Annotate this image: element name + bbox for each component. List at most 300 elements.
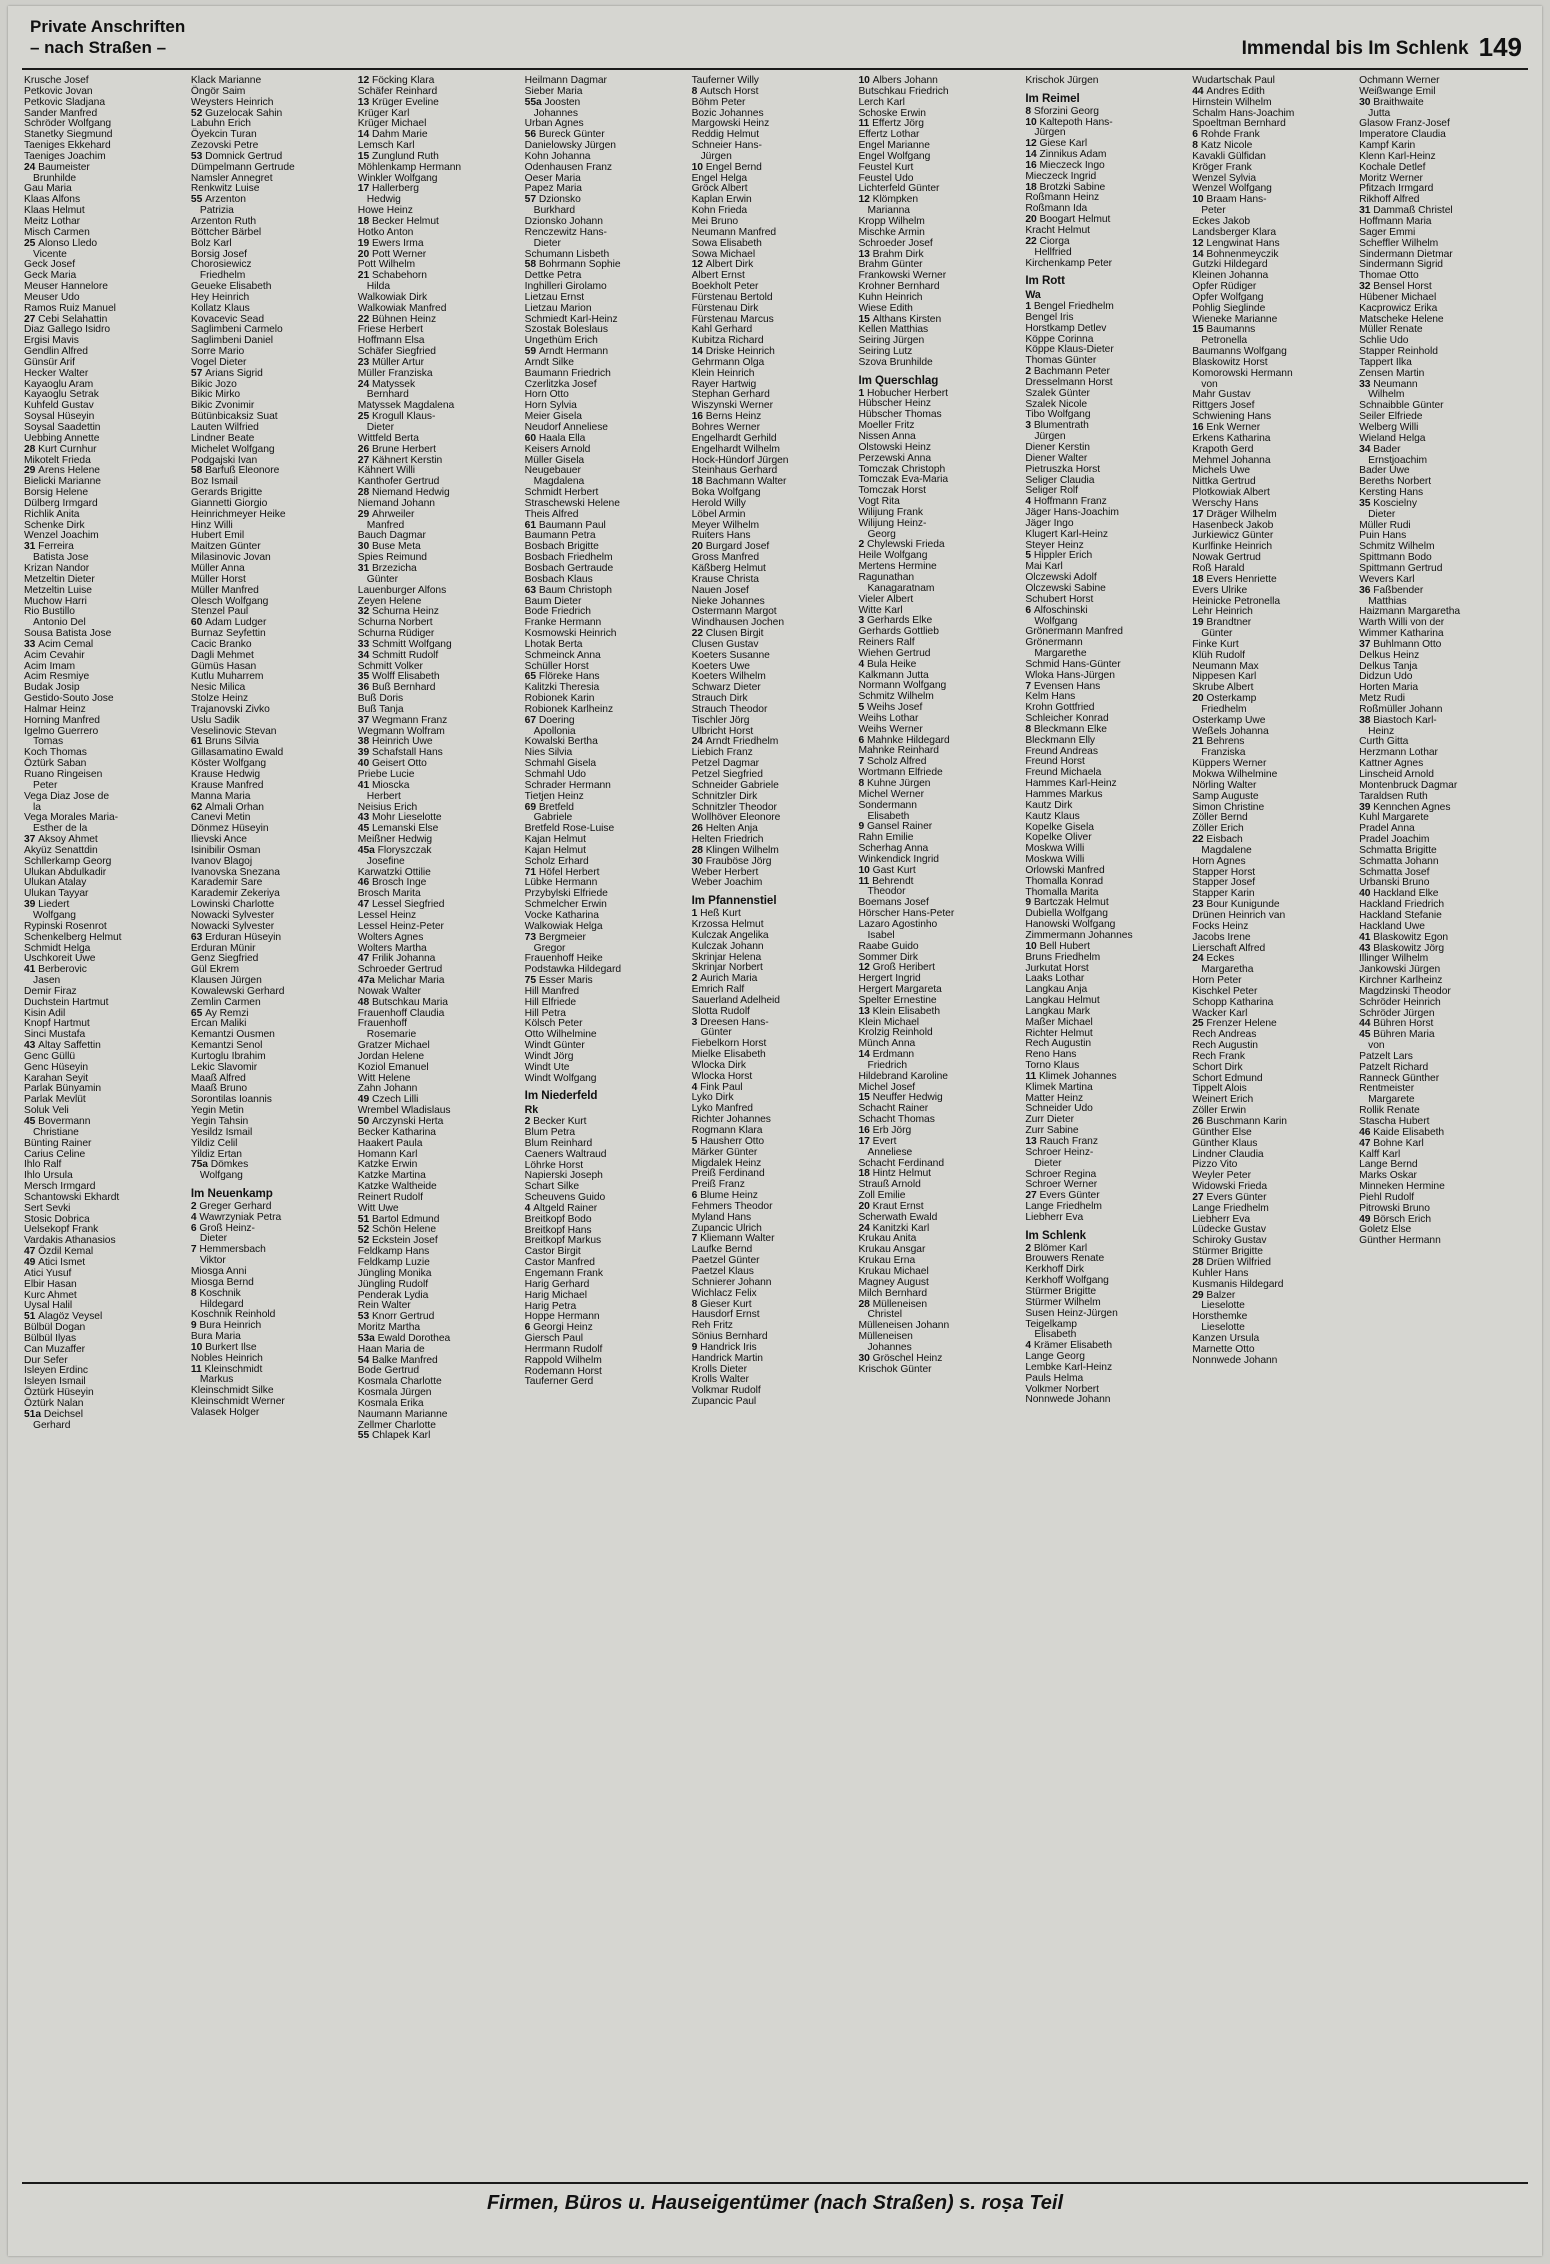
house-number: 4 bbox=[858, 658, 867, 670]
entry-line: 16 Berns Heinz bbox=[691, 411, 762, 423]
entry-line: Rech Andreas bbox=[1192, 1029, 1257, 1041]
entry-line: Horten Maria bbox=[1359, 682, 1419, 694]
entry-line: Schubert Horst bbox=[1025, 593, 1094, 605]
house-number: 45 bbox=[24, 1116, 39, 1127]
entry-line: Lange Bernd bbox=[1359, 1159, 1418, 1171]
entry-line: Roßmann Heinz bbox=[1025, 192, 1100, 204]
entry-line: Kelm Hans bbox=[1025, 691, 1076, 703]
entry-line: Mehmel Johanna bbox=[1192, 454, 1271, 466]
entry-continuation: Dieter bbox=[533, 237, 561, 249]
entry-line: 15 Baumanns bbox=[1192, 324, 1256, 336]
entry-line: Halmar Heinz bbox=[24, 703, 86, 715]
entry-line: 13 Klein Elisabeth bbox=[858, 1005, 940, 1017]
house-number: 12 bbox=[691, 259, 706, 271]
entry-line: Hill Manfred bbox=[524, 985, 580, 997]
entry-line: Frauenhoff Claudia bbox=[357, 1007, 445, 1019]
house-number: 15 bbox=[1192, 324, 1207, 336]
entry-line: Walkowiak Helga bbox=[524, 920, 603, 932]
entry-line: Magney August bbox=[858, 1276, 929, 1288]
entry-line: Glasow Franz-Josef bbox=[1359, 118, 1450, 130]
entry-line: 47 Özdil Kemal bbox=[24, 1246, 94, 1258]
house-number: 43 bbox=[357, 812, 372, 824]
house-number: 24 bbox=[691, 736, 706, 748]
footer-note: Firmen, Büros u. Hauseigentümer (nach Straßen) s. roṣa Teil bbox=[486, 2192, 1064, 2214]
entry-line: Ihlo Ursula bbox=[24, 1170, 73, 1182]
entry-line: Kahl Gerhard bbox=[691, 324, 753, 336]
entry-line: 17 Hallerberg bbox=[357, 183, 419, 195]
entry-line: 50 Arczynski Herta bbox=[357, 1116, 444, 1127]
header-range-and-page bbox=[1242, 32, 1522, 63]
entry-line: Kohn Johanna bbox=[524, 150, 591, 162]
entry-line: Neumann Max bbox=[1192, 660, 1259, 672]
house-number: 50 bbox=[357, 1116, 372, 1127]
entry-line: Wiese Edith bbox=[858, 302, 913, 314]
entry-line: Komorowski Hermann bbox=[1192, 367, 1293, 379]
entry-line: Warth Willi von der bbox=[1359, 617, 1445, 629]
house-number: 23 bbox=[1192, 899, 1207, 911]
entry-line: 2 Becker Kurt bbox=[524, 1116, 587, 1128]
entry-line: Windt Wolfgang bbox=[524, 1072, 597, 1084]
entry-line: Hackland Uwe bbox=[1359, 920, 1425, 932]
entry-line: 45 Lemanski Else bbox=[357, 823, 439, 835]
entry-line: Günther Else bbox=[1192, 1126, 1252, 1138]
entry-line: Klaas Alfons bbox=[24, 194, 81, 206]
entry-line: Maaß Bruno bbox=[190, 1083, 248, 1095]
entry-line: Kanzen Ursula bbox=[1192, 1332, 1260, 1344]
entry-line: Engel Wolfgang bbox=[858, 150, 931, 162]
entry-continuation: von bbox=[1368, 1040, 1385, 1052]
entry-continuation: Wilhelm bbox=[1368, 389, 1405, 401]
entry-line: Reinert Rudolf bbox=[357, 1191, 423, 1203]
entry-line: Illinger Wilhelm bbox=[1359, 953, 1429, 965]
house-number: 51 bbox=[24, 1311, 39, 1323]
entry-continuation: Johannes bbox=[533, 107, 578, 119]
entry-line: 12 Klömpken bbox=[858, 194, 919, 206]
entry-line: Schneider Udo bbox=[1025, 1103, 1093, 1115]
entry-line: 14 Erdmann bbox=[858, 1049, 915, 1061]
house-number: 22 bbox=[357, 313, 372, 325]
entry-line: 32 Bensel Horst bbox=[1359, 281, 1432, 293]
entry-line: 23 Müller Artur bbox=[357, 356, 424, 368]
house-number: 18 bbox=[858, 1168, 873, 1180]
entry-continuation: Burkhard bbox=[533, 205, 576, 217]
entry-line: Soysal Hüseyin bbox=[24, 411, 95, 423]
house-number: 43 bbox=[1359, 942, 1374, 954]
entry-line: Gestido-Souto Jose bbox=[24, 693, 114, 705]
entry-line: Horn Peter bbox=[1192, 975, 1242, 987]
entry-line: 4 Bula Heike bbox=[858, 658, 917, 670]
house-number: 4 bbox=[1025, 1340, 1034, 1352]
entry-line: Milch Bernhard bbox=[858, 1287, 928, 1299]
house-number: 20 bbox=[858, 1200, 873, 1212]
entry-continuation: Anneliese bbox=[867, 1146, 913, 1158]
entry-line: Ulukan Tayyar bbox=[24, 888, 89, 900]
entry-line: 52 Guzelocak Sahin bbox=[190, 107, 283, 119]
house-number: 67 bbox=[524, 714, 539, 726]
entry-line: Franke Hermann bbox=[524, 617, 602, 629]
entry-line: Matyssek Magdalena bbox=[357, 400, 455, 412]
entry-line: Köppe Corinna bbox=[1025, 333, 1094, 345]
entry-line: Schnitzler Theodor bbox=[691, 801, 777, 813]
entry-line: Grönermann bbox=[1025, 637, 1083, 649]
entry-line: Michel Werner bbox=[858, 788, 924, 800]
entry-line: 27 Kähnert Kerstin bbox=[357, 454, 443, 466]
entry-line: Witt Helene bbox=[357, 1072, 411, 1084]
house-number: 34 bbox=[1359, 443, 1374, 455]
entry-line: Odenhausen Franz bbox=[524, 161, 613, 173]
entry-line: Genc Hüseyin bbox=[24, 1061, 89, 1073]
entry-line: Hackland Friedrich bbox=[1359, 899, 1445, 911]
entry-line: Yegin Tahsin bbox=[190, 1116, 249, 1127]
entry-line: Dzionsko Johann bbox=[524, 215, 603, 227]
entry-line: Montenbruck Dagmar bbox=[1359, 779, 1458, 791]
entry-line: Elbir Hasan bbox=[24, 1278, 77, 1290]
entry-line: Paetzel Günter bbox=[691, 1255, 760, 1267]
entry-line: Burnaz Seyfettin bbox=[190, 628, 266, 640]
entry-line: Tappert Ilka bbox=[1359, 356, 1412, 368]
entry-line: 28 Klingen Wilhelm bbox=[691, 844, 779, 856]
entry-line: Isleyen Erdinc bbox=[24, 1365, 88, 1377]
entry-continuation: Johannes bbox=[867, 1341, 912, 1353]
entry-line: Gross Manfred bbox=[691, 552, 760, 564]
entry-line: Bosbach Klaus bbox=[524, 573, 593, 585]
entry-line: Wenzel Joachim bbox=[24, 530, 99, 542]
entry-line: Krüger Karl bbox=[357, 107, 410, 119]
entry-line: Käßberg Helmut bbox=[691, 562, 766, 574]
entry-line: 33 Schmitt Wolfgang bbox=[357, 638, 452, 650]
house-number: 24 bbox=[24, 161, 39, 173]
entry-line: 43 Blaskowitz Jörg bbox=[1359, 942, 1445, 954]
entry-line: 12 Föcking Klara bbox=[357, 75, 435, 86]
entry-line: Schmidt Herbert bbox=[524, 487, 599, 499]
entry-line: Krzossa Helmut bbox=[691, 918, 764, 930]
district-abbreviation: Rk bbox=[524, 1104, 539, 1117]
house-number: 24 bbox=[1192, 953, 1207, 965]
house-number: 39 bbox=[357, 747, 372, 759]
entry-line: Przybylski Elfriede bbox=[524, 888, 608, 900]
entry-continuation: Friedhelm bbox=[1201, 703, 1247, 715]
house-number: 32 bbox=[357, 606, 372, 618]
house-number: 9 bbox=[691, 1341, 701, 1353]
entry-line: 20 Boogart Helmut bbox=[1025, 214, 1111, 226]
entry-line: Saglimbeni Carmelo bbox=[190, 324, 283, 336]
entry-line: Klein Michael bbox=[858, 1016, 920, 1028]
house-number: 61 bbox=[190, 736, 206, 748]
entry-line: Sager Emmi bbox=[1359, 226, 1416, 238]
house-number: 60 bbox=[190, 617, 206, 629]
entry-line: Schopp Katharina bbox=[1192, 996, 1274, 1008]
entry-line: 28 Niemand Hedwig bbox=[357, 487, 450, 499]
entry-line: Fiebelkorn Horst bbox=[691, 1038, 767, 1050]
entry-line: Schneider Gabriele bbox=[691, 779, 779, 791]
entry-line: Kayaoglu Aram bbox=[24, 378, 94, 390]
entry-line: Katzke Erwin bbox=[357, 1159, 418, 1171]
entry-line: Horn Sylvia bbox=[524, 400, 577, 412]
entry-line: Maitzen Günter bbox=[190, 541, 261, 553]
entry-line: Kosmala Charlotte bbox=[357, 1376, 442, 1388]
entry-line: Uebbing Annette bbox=[24, 432, 100, 444]
entry-line: Delkus Tanja bbox=[1359, 660, 1418, 672]
entry-continuation: Günter bbox=[1201, 628, 1233, 640]
entry-line: Schröder Jürgen bbox=[1359, 1007, 1435, 1019]
entry-line: Freund Michaela bbox=[1025, 767, 1102, 779]
entry-line: Strauch Theodor bbox=[691, 703, 768, 715]
house-number: 17 bbox=[1192, 508, 1207, 520]
entry-line: Arndt Silke bbox=[524, 356, 574, 368]
entry-continuation: Antonio Del bbox=[33, 617, 86, 629]
entry-line: Lerch Karl bbox=[858, 96, 905, 108]
entry-line: Scheffler Wilhelm bbox=[1359, 237, 1439, 249]
entry-line: Heinicke Petronella bbox=[1192, 595, 1280, 607]
entry-line: Opfer Wolfgang bbox=[1192, 291, 1264, 303]
entry-line: Spoeltman Bernhard bbox=[1192, 118, 1286, 130]
entry-line: Lekic Slavomir bbox=[190, 1061, 258, 1073]
entry-line: Günther Klaus bbox=[1192, 1137, 1258, 1149]
entry-line: 47a Melichar Maria bbox=[357, 975, 445, 987]
entry-line: Finke Kurt bbox=[1192, 638, 1239, 650]
entry-line: Schart Silke bbox=[524, 1181, 580, 1193]
entry-continuation: Wolfgang bbox=[33, 909, 76, 921]
entry-line: Reiners Ralf bbox=[858, 637, 915, 649]
house-number: 44 bbox=[1359, 1018, 1374, 1030]
entry-line: Preiß Ferdinand bbox=[691, 1168, 765, 1180]
house-number: 49 bbox=[357, 1094, 372, 1106]
entry-line: Hotko Anton bbox=[357, 226, 414, 238]
entry-line: Kattner Agnes bbox=[1359, 758, 1424, 770]
entry-line: Focks Heinz bbox=[1192, 920, 1249, 932]
entry-continuation: Lieselotte bbox=[1201, 1322, 1245, 1334]
entry-line: Dümpelmann Gertrude bbox=[190, 161, 295, 173]
entry-line: Moritz Werner bbox=[1359, 172, 1423, 184]
entry-line: Weinert Erich bbox=[1192, 1094, 1254, 1106]
entry-line: Igelmo Guerrero bbox=[24, 725, 99, 737]
house-number: 44 bbox=[1192, 85, 1207, 97]
house-number: 29 bbox=[24, 465, 39, 477]
house-number: 8 bbox=[1192, 140, 1201, 152]
entry-continuation: Gerhard bbox=[33, 1419, 71, 1431]
house-number: 25 bbox=[24, 237, 39, 249]
entry-line: Napierski Joseph bbox=[524, 1170, 603, 1182]
entry-line: Wudartschak Paul bbox=[1192, 75, 1275, 86]
entry-line: 3 Dreesen Hans- bbox=[691, 1016, 769, 1028]
entry-line: Lyko Manfred bbox=[691, 1103, 753, 1115]
entry-line: 54 Balke Manfred bbox=[357, 1354, 438, 1366]
house-number: 8 bbox=[691, 1298, 701, 1310]
entry-line: 65 Ay Remzi bbox=[190, 1007, 249, 1019]
entry-line: Zeyen Helene bbox=[357, 595, 422, 607]
entry-line: Lauten Wilfried bbox=[190, 422, 259, 433]
entry-line: Danielowsky Jürgen bbox=[524, 140, 616, 152]
entry-line: Kurtoglu Ibrahim bbox=[190, 1050, 266, 1062]
house-number: 47 bbox=[357, 899, 372, 911]
entry-line: Blum Petra bbox=[524, 1127, 576, 1138]
entry-line: Albert Ernst bbox=[691, 270, 745, 282]
entry-line: Pauls Helma bbox=[1025, 1372, 1084, 1384]
entry-line: Evers Ulrike bbox=[1192, 584, 1248, 596]
entry-line: Schort Dirk bbox=[1192, 1061, 1243, 1073]
entry-line: 8 Gieser Kurt bbox=[691, 1298, 752, 1310]
house-number: 12 bbox=[1192, 237, 1207, 249]
house-number: 31 bbox=[1359, 205, 1374, 217]
entry-line: Öztürk Hüseyin bbox=[24, 1387, 94, 1399]
entry-line: Miosga Anni bbox=[190, 1265, 247, 1277]
entry-line: Bolz Karl bbox=[190, 237, 232, 249]
entry-line: Gül Ekrem bbox=[190, 964, 240, 976]
entry-line: Schwiening Hans bbox=[1192, 411, 1272, 423]
entry-line: Renczewitz Hans- bbox=[524, 226, 607, 238]
entry-line: Jurkiewicz Günter bbox=[1192, 530, 1274, 542]
entry-line: Müller Renate bbox=[1359, 324, 1423, 336]
entry-line: Namsler Annegret bbox=[190, 172, 273, 184]
entry-line: 55a Joosten bbox=[524, 96, 581, 108]
entry-line: Stürmer Wilhelm bbox=[1025, 1296, 1101, 1308]
entry-line: Bohres Werner bbox=[691, 422, 760, 433]
entry-line: Heile Wolfgang bbox=[858, 550, 928, 562]
house-number: 41 bbox=[24, 964, 39, 976]
entry-line: Rech Augustin bbox=[1192, 1040, 1258, 1052]
entry-line: Schäfer Reinhard bbox=[357, 85, 438, 97]
entry-line: Wiszynski Werner bbox=[691, 400, 773, 412]
house-number: 45 bbox=[357, 823, 372, 835]
entry-line: 58 Bohrmann Sophie bbox=[524, 259, 621, 271]
entry-line: Reddig Helmut bbox=[691, 129, 760, 141]
entry-line: 53 Knorr Gertrud bbox=[357, 1311, 435, 1323]
entry-line: 33 Acim Cemal bbox=[24, 638, 94, 650]
house-number: 2 bbox=[190, 1200, 200, 1212]
entry-line: Veselinovic Stevan bbox=[190, 725, 277, 737]
entry-line: Scherwath Ewald bbox=[858, 1211, 938, 1223]
entry-line: Klugert Karl-Heinz bbox=[1025, 528, 1108, 540]
entry-line: Ulukan Atalay bbox=[24, 877, 87, 889]
entry-line: Krukau Ansgar bbox=[858, 1244, 926, 1256]
entry-line: Genz Siegfried bbox=[190, 953, 259, 965]
house-number: 12 bbox=[858, 194, 873, 206]
entry-line: Isleyen Ismail bbox=[24, 1376, 86, 1388]
entry-line: Sindermann Dietmar bbox=[1359, 248, 1453, 260]
house-number: 3 bbox=[1025, 420, 1034, 432]
entry-line: Misch Carmen bbox=[24, 226, 90, 238]
entry-line: 18 Brotzki Sabine bbox=[1025, 181, 1106, 193]
entry-line: Moskwa Willi bbox=[1025, 843, 1085, 855]
entry-line: Opfer Rüdiger bbox=[1192, 281, 1257, 293]
entry-line: Schroer Heinz- bbox=[1025, 1146, 1094, 1158]
house-number: 55 bbox=[357, 1430, 372, 1442]
entry-line: Rappold Wilhelm bbox=[524, 1354, 602, 1366]
entry-line: Möhlenkamp Hermann bbox=[357, 161, 462, 173]
entry-line: 69 Bretfeld bbox=[524, 801, 574, 813]
entry-line: Raabe Guido bbox=[858, 940, 919, 952]
entry-line: Nesic Milica bbox=[190, 682, 246, 694]
house-number: 55a bbox=[524, 96, 545, 108]
street-heading: Im Niederfeld bbox=[524, 1089, 598, 1103]
entry-line: Kerkhoff Wolfgang bbox=[1025, 1275, 1109, 1287]
entry-line: Nieke Johannes bbox=[691, 595, 765, 607]
entry-line: 24 Arndt Friedhelm bbox=[691, 736, 779, 748]
entry-line: Matscheke Helene bbox=[1359, 313, 1444, 325]
entry-continuation: Elisabeth bbox=[867, 810, 910, 822]
entry-line: Langkau Anja bbox=[1025, 984, 1088, 996]
entry-line: 31 Ferreira bbox=[24, 541, 74, 553]
entry-line: 18 Evers Henriette bbox=[1192, 573, 1277, 585]
entry-continuation: Margarethe bbox=[1034, 648, 1087, 660]
house-number: 10 bbox=[190, 1341, 206, 1353]
entry-line: Hasenbeck Jakob bbox=[1192, 519, 1274, 531]
entry-line: Bosbach Friedhelm bbox=[524, 552, 613, 564]
directory-column bbox=[692, 76, 859, 2176]
entry-line: Budak Josip bbox=[24, 682, 80, 694]
entry-line: 14 Bohnenmeyczik bbox=[1192, 248, 1279, 260]
entry-line: 46 Kaide Elisabeth bbox=[1359, 1126, 1445, 1138]
entry-line: 36 Buß Bernhard bbox=[357, 682, 436, 694]
entry-line: Kersting Hans bbox=[1359, 487, 1424, 499]
entry-line: Meitz Lothar bbox=[24, 215, 81, 227]
entry-line: Wrembel Wladislaus bbox=[357, 1105, 451, 1117]
entry-line: Weyler Peter bbox=[1192, 1170, 1251, 1182]
entry-line: Kampf Karin bbox=[1359, 140, 1416, 152]
entry-line: 14 Driske Heinrich bbox=[691, 346, 775, 358]
entry-line: 41 Mioscka bbox=[357, 779, 410, 791]
entry-line: Kulczak Johann bbox=[691, 940, 764, 952]
entry-line: Hildebrand Karoline bbox=[858, 1070, 948, 1082]
directory-sheet bbox=[8, 6, 1542, 2256]
entry-line: Schiroky Gustav bbox=[1192, 1235, 1267, 1247]
entry-line: Petkovic Sladjana bbox=[24, 96, 106, 108]
house-number: 73 bbox=[524, 931, 539, 943]
entry-line: Metzeltin Luise bbox=[24, 584, 92, 596]
house-number: 22 bbox=[1192, 834, 1207, 846]
entry-line: Lange Friedhelm bbox=[1192, 1202, 1269, 1214]
entry-line: Schroeder Gertrud bbox=[357, 964, 443, 976]
entry-line: Kautz Dirk bbox=[1025, 799, 1073, 811]
house-number: 14 bbox=[691, 346, 706, 358]
entry-line: Frauenhoff bbox=[357, 1018, 407, 1030]
house-number: 4 bbox=[524, 1202, 534, 1214]
entry-line: Hammes Karl-Heinz bbox=[1025, 778, 1117, 790]
entry-line: Olesch Wolfgang bbox=[190, 595, 269, 607]
street-heading: Im Querschlag bbox=[858, 373, 939, 387]
entry-line: 15 Althans Kirsten bbox=[858, 313, 942, 325]
entry-line: 20 Pott Werner bbox=[357, 248, 427, 260]
entry-line: Ulukan Abdulkadir bbox=[24, 866, 107, 878]
house-number: 6 bbox=[858, 734, 867, 746]
entry-line: Baumanns Wolfgang bbox=[1192, 346, 1287, 358]
entry-line: Wieneke Marianne bbox=[1192, 313, 1278, 325]
entry-line: Buß Doris bbox=[357, 693, 404, 705]
entry-line: Wieland Helga bbox=[1359, 432, 1426, 444]
entry-line: Kröger Frank bbox=[1192, 161, 1252, 173]
entry-line: Wilijung Heinz- bbox=[858, 517, 927, 529]
entry-line: 8 Kuhne Jürgen bbox=[858, 778, 931, 789]
house-number: 16 bbox=[1192, 422, 1207, 433]
entry-line: Papez Maria bbox=[524, 183, 582, 195]
entry-line: Meier Gisela bbox=[524, 411, 582, 423]
house-number: 15 bbox=[858, 1092, 873, 1104]
entry-line: Theis Alfred bbox=[524, 508, 579, 520]
entry-line: Schmidt Helga bbox=[24, 942, 91, 954]
entry-continuation: Friedrich bbox=[867, 1059, 908, 1071]
entry-line: 24 Eckes bbox=[1192, 953, 1235, 965]
house-number: 8 bbox=[190, 1287, 200, 1299]
entry-line: Friese Herbert bbox=[357, 324, 423, 336]
entry-line: 28 Kurt Curnhur bbox=[24, 443, 97, 455]
entry-line: Pradel Anna bbox=[1359, 823, 1415, 835]
entry-line: Märker Günter bbox=[691, 1146, 758, 1158]
house-number: 20 bbox=[1025, 214, 1040, 226]
entry-line: Schmitz Wilhelm bbox=[1359, 541, 1435, 553]
entry-line: Szalek Günter bbox=[1025, 387, 1090, 399]
entry-line: Katzke Waltheide bbox=[357, 1181, 437, 1193]
entry-line: Hammes Markus bbox=[1025, 789, 1103, 800]
